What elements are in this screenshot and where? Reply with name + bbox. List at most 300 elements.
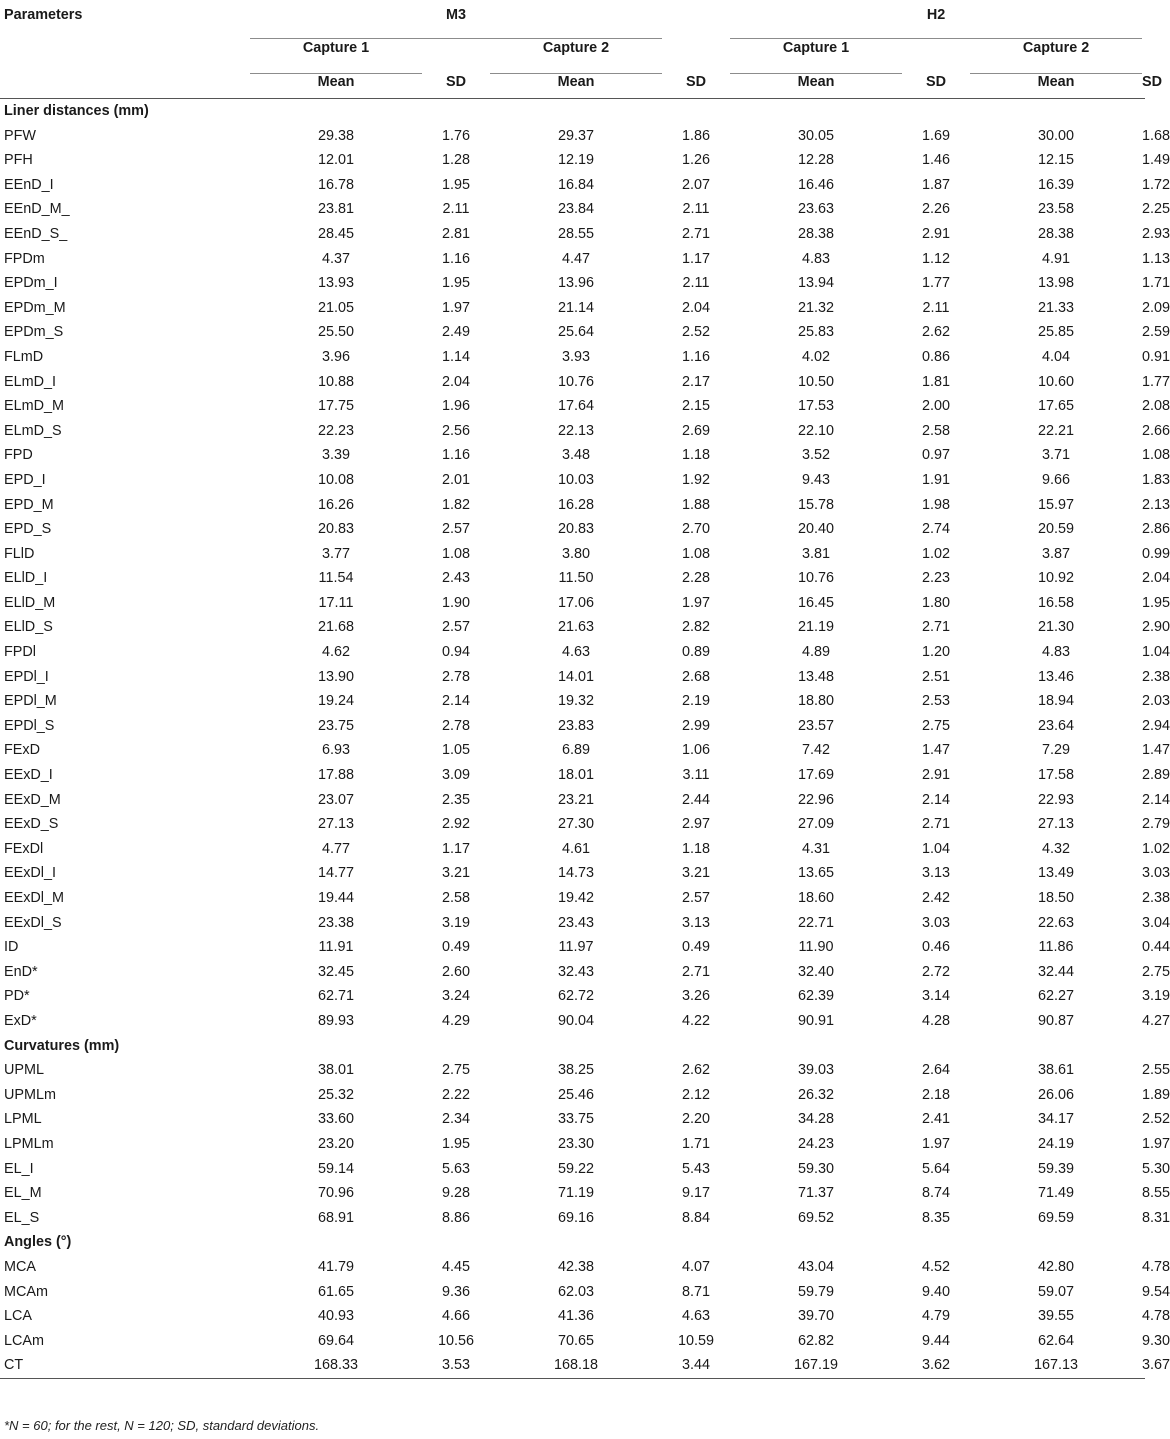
h2-capture1-mean: 7.42: [801, 742, 830, 759]
parameter-name: EPDm_M: [4, 299, 66, 316]
parameter-name: PFH: [4, 152, 33, 169]
m3-capture2-sd: 2.44: [681, 791, 710, 808]
parameter-name: EPD_S: [4, 521, 52, 538]
m3-capture1-mean: 19.44: [317, 890, 354, 906]
section-title: Liner distances (mm): [4, 103, 149, 119]
parameter-name: EExDl_S: [4, 914, 62, 931]
m3-capture2-sd: 2.19: [681, 693, 710, 710]
h2-capture2-mean: 18.94: [1038, 693, 1075, 710]
m3-capture1-mean: 40.93: [317, 1308, 354, 1325]
m3-capture1-sd: 1.17: [441, 840, 470, 857]
m3-capture2-sd: 2.11: [682, 201, 710, 218]
m3-capture1-mean: 38.01: [317, 1062, 354, 1079]
h2-capture1-mean: 39.03: [797, 1062, 834, 1079]
header-stat: Mean: [317, 74, 355, 90]
h2-capture1-mean: 21.19: [797, 619, 834, 636]
h2-capture2-sd: 2.38: [1142, 668, 1170, 685]
m3-capture1-mean: 32.45: [317, 963, 354, 980]
h2-capture2-mean: 11.86: [1038, 939, 1074, 956]
table-row: [0, 1181, 1145, 1206]
h2-capture2-sd: 1.77: [1142, 373, 1170, 390]
m3-capture2-mean: 22.13: [557, 422, 594, 439]
table-row: [0, 1206, 1145, 1231]
h2-capture1-mean: 12.28: [797, 152, 834, 169]
m3-capture2-mean: 23.43: [557, 914, 594, 931]
table-row: [0, 1280, 1145, 1305]
parameter-name: LPMLm: [4, 1135, 54, 1152]
h2-capture1-mean: 17.53: [797, 398, 834, 415]
parameter-name: EExDl_M: [4, 890, 64, 906]
h2-capture2-sd: 1.89: [1142, 1086, 1170, 1103]
m3-capture1-mean: 21.68: [317, 619, 354, 636]
h2-capture1-mean: 71.37: [797, 1185, 834, 1202]
parameter-name: UPML: [4, 1062, 44, 1079]
h2-capture2-sd: 2.79: [1142, 816, 1170, 833]
m3-capture2-sd: 4.07: [681, 1258, 710, 1275]
m3-capture2-mean: 70.65: [557, 1332, 594, 1349]
h2-capture1-sd: 1.47: [921, 742, 950, 759]
h2-capture2-sd: 1.08: [1142, 447, 1170, 464]
table-row: [0, 124, 1145, 149]
m3-capture1-sd: 1.95: [441, 176, 470, 193]
h2-capture2-sd: 1.71: [1142, 275, 1170, 292]
header-parameters: Parameters: [4, 7, 83, 23]
table-row: [0, 960, 1145, 985]
m3-capture1-sd: 0.49: [441, 939, 470, 956]
header-row-stats: [0, 66, 1145, 99]
m3-capture2-sd: 1.17: [681, 250, 710, 267]
h2-capture1-sd: 9.40: [921, 1283, 950, 1300]
m3-capture2-mean: 3.48: [561, 447, 590, 464]
parameter-name: EPDm_I: [4, 275, 58, 292]
m3-capture1-sd: 3.24: [441, 988, 470, 1005]
h2-capture2-sd: 3.04: [1142, 914, 1170, 931]
m3-capture2-sd: 1.16: [681, 348, 710, 365]
h2-capture1-sd: 3.14: [921, 988, 950, 1005]
h2-capture2-sd: 2.75: [1142, 963, 1170, 980]
h2-capture2-sd: 2.13: [1142, 496, 1170, 513]
m3-capture2-sd: 2.71: [681, 963, 710, 980]
m3-capture2-sd: 2.69: [681, 422, 710, 439]
parameter-name: UPMLm: [4, 1086, 56, 1103]
m3-capture1-sd: 2.14: [441, 693, 470, 710]
header-stat: Mean: [1037, 74, 1075, 90]
h2-capture1-mean: 13.48: [797, 668, 834, 685]
h2-capture2-mean: 23.58: [1038, 201, 1075, 218]
h2-capture1-mean: 9.43: [801, 471, 830, 488]
m3-capture1-mean: 13.90: [317, 668, 354, 685]
h2-capture1-mean: 4.31: [801, 840, 830, 857]
m3-capture2-sd: 4.22: [681, 1012, 710, 1029]
parameter-name: ELlD_S: [4, 619, 53, 636]
h2-capture1-sd: 2.51: [921, 668, 950, 685]
table-row: [0, 714, 1145, 739]
table-row: [0, 517, 1145, 542]
h2-capture1-sd: 1.02: [921, 545, 950, 562]
m3-capture1-sd: 2.78: [441, 717, 470, 734]
h2-capture2-mean: 26.06: [1038, 1086, 1075, 1103]
h2-capture2-sd: 1.68: [1142, 127, 1170, 144]
m3-capture1-sd: 2.78: [441, 668, 470, 685]
m3-capture1-mean: 61.65: [317, 1283, 354, 1300]
table-row: [0, 665, 1145, 690]
table-row: [0, 1058, 1145, 1083]
m3-capture1-sd: 3.21: [441, 865, 470, 882]
h2-capture1-underline: [730, 73, 902, 74]
m3-capture1-mean: 3.96: [321, 348, 350, 365]
parameter-name: FLlD: [4, 545, 35, 562]
parameter-name: FPDm: [4, 250, 45, 267]
table-row: [0, 1132, 1145, 1157]
h2-capture1-mean: 27.09: [797, 816, 834, 833]
m3-capture1-mean: 27.13: [317, 816, 354, 833]
m3-capture1-mean: 23.07: [317, 791, 354, 808]
m3-capture2-mean: 13.96: [557, 275, 594, 292]
table-row: [0, 197, 1145, 222]
table-row: [0, 370, 1145, 395]
table-row: [0, 1353, 1145, 1378]
m3-capture1-mean: 10.88: [317, 373, 354, 390]
m3-capture1-sd: 2.81: [441, 225, 470, 242]
h2-capture2-sd: 8.55: [1142, 1185, 1170, 1202]
parameter-name: EPDl_M: [4, 693, 57, 710]
m3-capture2-mean: 21.14: [557, 299, 594, 316]
h2-capture2-mean: 167.13: [970, 1353, 1142, 1378]
h2-capture1-sd: 2.41: [921, 1111, 950, 1128]
table-row: [0, 640, 1145, 665]
m3-capture1-sd: 3.53: [422, 1353, 490, 1378]
h2-capture1-sd: 3.03: [921, 914, 950, 931]
h2-capture2-mean: 38.61: [1038, 1062, 1075, 1079]
parameter-name: EExD_M: [4, 791, 61, 808]
m3-capture1-sd: 1.90: [441, 594, 470, 611]
h2-capture1-sd: 2.91: [921, 767, 950, 784]
m3-capture1-mean: 23.75: [317, 717, 354, 734]
table-row: [0, 861, 1145, 886]
h2-capture1-sd: 2.42: [921, 890, 950, 906]
m3-capture2-sd: 1.92: [681, 471, 710, 488]
h2-capture1-sd: 2.75: [921, 717, 950, 734]
m3-capture2-mean: 12.19: [557, 152, 594, 169]
header-m3-capture-1: Capture 1: [302, 40, 370, 56]
header-stat: Mean: [557, 74, 595, 90]
m3-capture2-sd: 3.21: [681, 865, 710, 882]
h2-capture2-mean: 4.91: [1042, 250, 1071, 267]
m3-capture1-sd: 2.35: [441, 791, 470, 808]
h2-capture1-sd: 9.44: [921, 1332, 950, 1349]
m3-capture1-sd: 1.96: [441, 398, 470, 415]
parameter-name: FExD: [4, 742, 40, 759]
h2-capture1-sd: 2.71: [921, 619, 950, 636]
m3-capture2-mean: 20.83: [557, 521, 594, 538]
m3-capture1-sd: 1.16: [441, 447, 470, 464]
h2-capture2-sd: 2.55: [1142, 1062, 1170, 1079]
m3-capture1-mean: 11.91: [318, 939, 354, 956]
h2-capture1-sd: 3.62: [902, 1353, 970, 1378]
m3-capture2-mean: 17.64: [557, 398, 594, 415]
h2-capture2-mean: 59.07: [1038, 1283, 1075, 1300]
h2-capture1-mean: 59.30: [797, 1160, 834, 1177]
parameter-name: LPML: [4, 1111, 42, 1128]
h2-capture1-mean: 15.78: [797, 496, 834, 513]
h2-capture2-mean: 18.50: [1038, 890, 1075, 906]
m3-capture1-sd: 1.28: [441, 152, 470, 169]
table-row: [0, 1255, 1145, 1280]
m3-capture1-sd: 3.09: [441, 767, 470, 784]
h2-capture2-sd: 2.25: [1142, 201, 1170, 218]
m3-capture2-sd: 2.99: [681, 717, 710, 734]
h2-capture2-sd: 0.99: [1142, 545, 1170, 562]
m3-capture2-sd: 1.97: [681, 594, 710, 611]
parameter-name: ExD*: [4, 1012, 37, 1029]
h2-capture1-mean: 69.52: [797, 1209, 834, 1226]
h2-capture2-mean: 9.66: [1042, 471, 1071, 488]
m3-capture2-sd: 2.70: [681, 521, 710, 538]
m3-capture2-sd: 1.88: [681, 496, 710, 513]
m3-capture2-underline: [490, 73, 662, 74]
h2-capture1-mean: 22.10: [797, 422, 834, 439]
m3-capture1-mean: 21.05: [317, 299, 354, 316]
table-row: [0, 591, 1145, 616]
h2-capture1-mean: 3.81: [801, 545, 830, 562]
h2-capture2-mean: 4.32: [1042, 840, 1071, 857]
h2-capture2-sd: 2.38: [1142, 890, 1170, 906]
h2-capture2-mean: 13.49: [1038, 865, 1075, 882]
h2-capture2-sd: 2.94: [1142, 717, 1170, 734]
m3-capture2-sd: 2.28: [681, 570, 710, 587]
h2-capture2-sd: 2.66: [1142, 422, 1170, 439]
h2-capture1-mean: 24.23: [797, 1135, 834, 1152]
m3-capture1-mean: 13.93: [317, 275, 354, 292]
m3-capture2-sd: 8.84: [681, 1209, 710, 1226]
m3-capture2-sd: 1.18: [681, 840, 710, 857]
m3-capture2-mean: 71.19: [557, 1185, 594, 1202]
table-row: [0, 837, 1145, 862]
m3-capture1-sd: 3.19: [441, 914, 470, 931]
h2-capture2-underline: [970, 73, 1142, 74]
h2-capture1-sd: 1.77: [921, 275, 950, 292]
header-h2-capture-1: Capture 1: [782, 40, 850, 56]
m3-capture1-sd: 0.94: [441, 644, 470, 661]
m3-capture2-mean: 42.38: [557, 1258, 594, 1275]
h2-capture1-sd: 4.52: [921, 1258, 950, 1275]
m3-capture2-sd: 1.08: [681, 545, 710, 562]
m3-capture1-mean: 25.32: [317, 1086, 354, 1103]
h2-capture2-mean: 15.97: [1038, 496, 1075, 513]
h2-capture2-sd: 8.31: [1142, 1209, 1170, 1226]
h2-capture1-mean: 18.80: [797, 693, 834, 710]
m3-capture2-sd: 3.26: [681, 988, 710, 1005]
parameter-name: EL_M: [4, 1185, 42, 1202]
h2-capture1-sd: 1.97: [921, 1135, 950, 1152]
h2-capture2-mean: 3.71: [1042, 447, 1071, 464]
parameter-name: ID: [4, 939, 19, 956]
parameter-name: ELlD_I: [4, 570, 48, 587]
m3-capture2-sd: 1.26: [681, 152, 710, 169]
h2-capture2-mean: 7.29: [1042, 742, 1071, 759]
m3-capture1-mean: 16.26: [317, 496, 354, 513]
section-header-row: [0, 1034, 1145, 1059]
h2-capture1-mean: 43.04: [797, 1258, 834, 1275]
m3-capture1-sd: 1.82: [441, 496, 470, 513]
m3-capture2-mean: 4.63: [561, 644, 590, 661]
table-row: [0, 419, 1145, 444]
m3-capture1-mean: 23.20: [317, 1135, 354, 1152]
h2-capture1-mean: 13.94: [797, 275, 834, 292]
m3-capture2-sd: 2.97: [681, 816, 710, 833]
m3-capture2-mean: 27.30: [557, 816, 594, 833]
m3-capture1-mean: 22.23: [317, 422, 354, 439]
table-row: [0, 296, 1145, 321]
h2-capture1-mean: 21.32: [797, 299, 834, 316]
h2-capture2-mean: 10.60: [1038, 373, 1075, 390]
h2-capture1-mean: 16.46: [797, 176, 834, 193]
h2-capture1-sd: 2.26: [921, 201, 950, 218]
m3-capture2-sd: 2.52: [681, 324, 710, 341]
m3-capture2-mean: 23.21: [557, 791, 594, 808]
h2-capture2-sd: 1.04: [1142, 644, 1170, 661]
m3-capture1-sd: 2.58: [441, 890, 470, 906]
m3-capture2-mean: 62.72: [557, 988, 594, 1005]
m3-capture2-mean: 10.03: [557, 471, 594, 488]
m3-capture1-sd: 2.11: [442, 201, 470, 218]
m3-capture2-sd: 2.04: [681, 299, 710, 316]
m3-capture1-mean: 29.38: [317, 127, 354, 144]
table-row: [0, 763, 1145, 788]
section-header-row: [0, 1230, 1145, 1255]
h2-capture1-sd: 2.71: [921, 816, 950, 833]
m3-capture1-sd: 2.75: [441, 1062, 470, 1079]
h2-capture2-sd: 2.08: [1142, 398, 1170, 415]
m3-capture1-sd: 1.08: [441, 545, 470, 562]
h2-capture1-sd: 1.81: [921, 373, 950, 390]
m3-capture2-sd: 0.49: [681, 939, 710, 956]
table-row: [0, 788, 1145, 813]
table-row: [0, 812, 1145, 837]
h2-capture2-mean: 27.13: [1038, 816, 1075, 833]
m3-capture1-mean: 4.62: [321, 644, 350, 661]
h2-capture1-mean: 4.02: [801, 348, 830, 365]
m3-capture2-mean: 17.06: [557, 594, 594, 611]
table-row: [0, 984, 1145, 1009]
h2-capture2-sd: 4.78: [1142, 1258, 1170, 1275]
h2-capture1-mean: 32.40: [797, 963, 834, 980]
h2-capture2-sd: 1.95: [1142, 594, 1170, 611]
m3-capture2-mean: 168.18: [490, 1353, 662, 1378]
parameter-name: FExDl: [4, 840, 44, 857]
m3-capture1-sd: 4.66: [441, 1308, 470, 1325]
m3-capture1-sd: 4.29: [441, 1012, 470, 1029]
h2-capture2-sd: 2.03: [1142, 693, 1170, 710]
h2-capture1-mean: 39.70: [797, 1308, 834, 1325]
m3-capture1-mean: 4.77: [321, 840, 350, 857]
m3-capture2-mean: 11.97: [558, 939, 594, 956]
parameter-name: EL_I: [4, 1160, 34, 1177]
h2-capture1-mean: 22.96: [797, 791, 834, 808]
table-row: [0, 738, 1145, 763]
h2-capture1-sd: 8.74: [921, 1185, 950, 1202]
h2-capture1-sd: 8.35: [921, 1209, 950, 1226]
m3-capture2-sd: 9.17: [681, 1185, 710, 1202]
m3-capture2-mean: 33.75: [557, 1111, 594, 1128]
m3-capture2-sd: 1.06: [681, 742, 710, 759]
table-row: [0, 566, 1145, 591]
parameter-name: ELmD_I: [4, 373, 56, 390]
m3-capture1-sd: 4.45: [441, 1258, 470, 1275]
table-row: [0, 345, 1145, 370]
table-row: [0, 443, 1145, 468]
table-row: [0, 1009, 1145, 1034]
h2-capture2-sd: 1.72: [1142, 176, 1170, 193]
h2-capture1-mean: 10.76: [797, 570, 834, 587]
m3-capture1-mean: 68.91: [317, 1209, 354, 1226]
parameter-name: EExD_I: [4, 767, 53, 784]
h2-capture1-sd: 2.64: [921, 1062, 950, 1079]
m3-capture1-mean: 4.37: [321, 250, 350, 267]
m3-capture1-sd: 9.36: [441, 1283, 470, 1300]
m3-capture2-mean: 32.43: [557, 963, 594, 980]
header-group-m3: M3: [446, 7, 466, 23]
table-row: [0, 615, 1145, 640]
h2-capture1-mean: 13.65: [797, 865, 834, 882]
h2-capture1-mean: 30.05: [797, 127, 834, 144]
m3-capture2-sd: 2.68: [681, 668, 710, 685]
h2-capture2-sd: 3.19: [1142, 988, 1170, 1005]
parameter-name: ELlD_M: [4, 594, 56, 611]
h2-capture2-mean: 42.80: [1038, 1258, 1075, 1275]
h2-capture1-sd: 1.80: [921, 594, 950, 611]
h2-capture1-sd: 1.46: [921, 152, 950, 169]
h2-capture1-mean: 34.28: [797, 1111, 834, 1128]
parameter-name: EEnD_S_: [4, 225, 68, 242]
m3-capture1-mean: 19.24: [317, 693, 354, 710]
table-row: [0, 394, 1145, 419]
h2-capture1-sd: 2.11: [922, 299, 950, 316]
h2-capture2-sd: 1.49: [1142, 152, 1170, 169]
m3-capture2-mean: 19.42: [557, 890, 594, 906]
m3-capture2-sd: 2.57: [681, 890, 710, 906]
parameter-name: ELmD_M: [4, 398, 64, 415]
table-body: [0, 99, 1170, 1379]
parameter-name: ELmD_S: [4, 422, 62, 439]
m3-capture1-sd: 1.05: [441, 742, 470, 759]
m3-capture1-mean: 17.75: [317, 398, 354, 415]
m3-capture1-sd: 1.14: [441, 348, 470, 365]
m3-capture1-sd: 2.49: [441, 324, 470, 341]
h2-capture2-sd: 2.04: [1142, 570, 1170, 587]
table-row: [0, 247, 1145, 272]
table-row: [0, 886, 1145, 911]
m3-capture1-sd: 1.76: [441, 127, 470, 144]
table-row: [0, 1304, 1145, 1329]
h2-capture2-mean: 12.15: [1038, 152, 1075, 169]
table-footnote: *N = 60; for the rest, N = 120; SD, standard deviations.: [4, 1418, 320, 1433]
m3-capture2-sd: 2.82: [681, 619, 710, 636]
h2-capture2-sd: 2.90: [1142, 619, 1170, 636]
h2-capture2-sd: 2.89: [1142, 767, 1170, 784]
h2-capture2-mean: 71.49: [1038, 1185, 1075, 1202]
m3-capture1-sd: 2.34: [441, 1111, 470, 1128]
m3-capture1-mean: 23.81: [317, 201, 354, 218]
header-m3-capture-2: Capture 2: [542, 40, 610, 56]
m3-capture1-mean: 6.93: [321, 742, 350, 759]
h2-capture2-mean: 22.63: [1038, 914, 1075, 931]
parameter-name: CT: [0, 1353, 250, 1378]
m3-capture2-mean: 23.84: [557, 201, 594, 218]
m3-capture1-mean: 17.11: [318, 594, 354, 611]
h2-capture2-mean: 20.59: [1038, 521, 1075, 538]
m3-capture2-mean: 14.73: [557, 865, 594, 882]
